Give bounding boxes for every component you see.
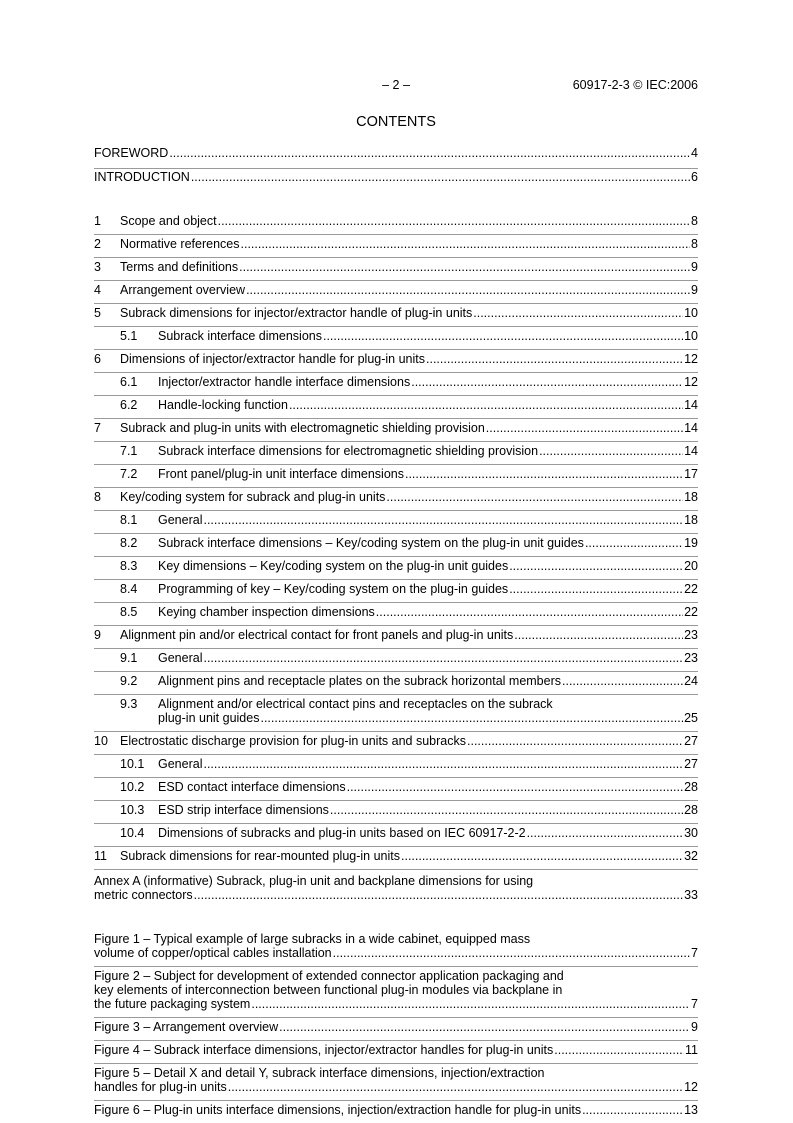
toc-entry-clause[interactable] (94, 281, 698, 304)
toc-entry-page: 7 (691, 946, 698, 960)
toc-entry-subclause[interactable] (94, 580, 698, 603)
dot-leader (514, 628, 683, 642)
toc-entry-clause[interactable] (94, 488, 698, 511)
toc-entry-figure[interactable] (94, 1041, 698, 1064)
document-identifier: 60917-2-3 © IEC:2006 (572, 78, 698, 92)
dot-leader (554, 1043, 684, 1057)
toc-entry-clause[interactable] (94, 235, 698, 258)
toc-entry-number: 1 (94, 214, 101, 228)
toc-entry-page: 33 (684, 888, 698, 902)
toc-entry-page: 12 (684, 352, 698, 366)
toc-entry-page: 19 (684, 536, 698, 550)
toc-entry-clause[interactable] (94, 626, 698, 649)
dot-leader (405, 467, 683, 481)
toc-entry-number: 7 (94, 421, 101, 435)
toc-entry-title: Subrack dimensions for injector/extractor handle of plug-in units (120, 306, 473, 320)
toc-entry-page: 10 (684, 329, 698, 343)
toc-entry-number: 10.2 (120, 780, 145, 794)
toc-entry-number: 8.2 (120, 536, 138, 550)
toc-entry-number: 3 (94, 260, 101, 274)
toc-entry-page: 25 (684, 711, 698, 725)
toc-entry-subclause[interactable] (94, 801, 698, 824)
toc-entry-number: 8 (94, 490, 101, 504)
toc-entry-page: 32 (684, 849, 698, 863)
dot-leader (585, 536, 683, 550)
toc-entry-page: 24 (684, 674, 698, 688)
toc-entry-subclause[interactable] (94, 778, 698, 801)
toc-entry-foreword[interactable] (94, 145, 698, 169)
dot-leader (401, 849, 683, 863)
dot-leader (486, 421, 683, 435)
toc-entry-page: 18 (684, 513, 698, 527)
toc-entry-figure[interactable] (94, 967, 698, 1018)
page-header (94, 78, 698, 94)
toc-entry-title: Normative references (120, 237, 240, 251)
toc-entry-clause[interactable] (94, 258, 698, 281)
toc-entry-subclause[interactable] (94, 649, 698, 672)
toc-entry-page: 23 (684, 628, 698, 642)
toc-entry-page: 22 (684, 582, 698, 596)
dot-leader (279, 1020, 690, 1034)
toc-entry-clause[interactable] (94, 350, 698, 373)
dot-leader (239, 260, 690, 274)
toc-entry-page: 27 (684, 734, 698, 748)
toc-entry-title-line: Figure 5 – Detail X and detail Y, subrack interface dimensions, injection/extraction (94, 1066, 545, 1080)
toc-entry-figure[interactable] (94, 930, 698, 967)
dot-leader (582, 1103, 683, 1117)
dot-leader (333, 946, 690, 960)
toc-entry-number: 7.2 (120, 467, 138, 481)
toc-entry-number: 5 (94, 306, 101, 320)
toc-entry-title: Terms and definitions (120, 260, 239, 274)
page-number: – 2 – (382, 78, 410, 92)
toc-entry-figure[interactable] (94, 1101, 698, 1123)
toc-entry-number: 9.1 (120, 651, 138, 665)
toc-entry-page: 4 (691, 146, 698, 160)
toc-entry-title-line: Figure 1 – Typical example of large subracks in a wide cabinet, equipped mass (94, 932, 531, 946)
toc-entry-title: Programming of key – Key/coding system on the plug-in guides (158, 582, 509, 596)
toc-entry-title: Subrack interface dimensions (158, 329, 322, 343)
toc-entry-title: Subrack and plug-in units with electromagnetic shielding provision (120, 421, 485, 435)
dot-leader (323, 329, 683, 343)
dot-leader (527, 826, 684, 840)
table-of-contents (94, 145, 698, 1123)
toc-entry-introduction[interactable] (94, 169, 698, 192)
toc-entry-clause[interactable] (94, 732, 698, 755)
dot-leader (347, 780, 684, 794)
toc-entry-title: Subrack interface dimensions – Key/coding system on the plug-in unit guides (158, 536, 584, 550)
dot-leader (562, 674, 683, 688)
dot-leader (376, 605, 683, 619)
toc-entry-page: 9 (691, 260, 698, 274)
toc-entry-page: 18 (684, 490, 698, 504)
dot-leader (169, 146, 690, 160)
dot-leader (467, 734, 683, 748)
dot-leader (473, 306, 683, 320)
toc-entry-figure[interactable] (94, 1064, 698, 1101)
toc-entry-figure[interactable] (94, 1018, 698, 1041)
toc-entry-page: 17 (684, 467, 698, 481)
toc-entry-clause[interactable] (94, 304, 698, 327)
toc-entry-page: 14 (684, 421, 698, 435)
dot-leader (241, 237, 691, 251)
dot-leader (251, 997, 690, 1011)
toc-entry-title: Alignment pin and/or electrical contact for front panels and plug-in units (120, 628, 514, 642)
toc-entry-title: Subrack dimensions for rear-mounted plug-in units (120, 849, 400, 863)
toc-entry-title: Dimensions of injector/extractor handle for plug-in units (120, 352, 426, 366)
toc-entry-number: 7.1 (120, 444, 138, 458)
toc-entry-title-line: Figure 2 – Subject for development of extended connector application packaging and (94, 969, 564, 983)
toc-entry-title: FOREWORD (94, 146, 169, 160)
dot-leader (426, 352, 683, 366)
toc-entry-title: Alignment pins and receptacle plates on the subrack horizontal members (158, 674, 561, 688)
toc-entry-subclause[interactable] (94, 672, 698, 695)
toc-entry-page: 7 (691, 997, 698, 1011)
toc-entry-title: Electrostatic discharge provision for plug-in units and subracks (120, 734, 467, 748)
toc-entry-title-line: volume of copper/optical cables installation (94, 946, 332, 960)
toc-entry-page: 9 (691, 283, 698, 297)
toc-entry-page: 12 (684, 375, 698, 389)
toc-entry-subclause[interactable] (94, 442, 698, 465)
toc-entry-page: 14 (684, 444, 698, 458)
toc-entry-number: 4 (94, 283, 101, 297)
toc-entry-number: 2 (94, 237, 101, 251)
toc-entry-number: 10 (94, 734, 108, 748)
toc-entry-subclause[interactable] (94, 373, 698, 396)
toc-entry-page: 14 (684, 398, 698, 412)
toc-entry-clause[interactable] (94, 847, 698, 870)
toc-entry-number: 6.2 (120, 398, 138, 412)
toc-entry-title: Figure 6 – Plug-in units interface dimensions, injection/extraction handle for plug-in units (94, 1103, 582, 1117)
toc-entry-number: 8.5 (120, 605, 138, 619)
dot-leader (289, 398, 683, 412)
toc-entry-subclause[interactable] (94, 824, 698, 847)
toc-entry-title: General (158, 513, 203, 527)
toc-entry-title: Key dimensions – Key/coding system on the plug-in unit guides (158, 559, 509, 573)
dot-leader (509, 582, 683, 596)
toc-entry-subclause[interactable] (94, 534, 698, 557)
toc-entry-title-line: handles for plug-in units (94, 1080, 227, 1094)
toc-entry-page: 23 (684, 651, 698, 665)
toc-entry-title: Keying chamber inspection dimensions (158, 605, 375, 619)
toc-entry-clause[interactable] (94, 419, 698, 442)
toc-entry-page: 30 (684, 826, 698, 840)
dot-leader (218, 214, 690, 228)
toc-entry-number: 5.1 (120, 329, 138, 343)
toc-entry-page: 22 (684, 605, 698, 619)
toc-entry-title: Injector/extractor handle interface dimensions (158, 375, 411, 389)
dot-leader (228, 1080, 683, 1094)
dot-leader (330, 803, 683, 817)
toc-entry-subclause[interactable] (94, 755, 698, 778)
toc-entry-number: 6.1 (120, 375, 138, 389)
toc-entry-title: Subrack interface dimensions for electromagnetic shielding provision (158, 444, 539, 458)
dot-leader (203, 513, 683, 527)
toc-entry-title: Handle-locking function (158, 398, 288, 412)
toc-entry-title-line: key elements of interconnection between functional plug-in modules via backplane in (94, 983, 563, 997)
toc-entry-number: 11 (94, 849, 107, 863)
toc-entry-page: 6 (691, 170, 698, 184)
toc-entry-title-line: Annex A (informative) Subrack, plug-in unit and backplane dimensions for using (94, 874, 534, 888)
toc-entry-title: Figure 4 – Subrack interface dimensions, injector/extractor handles for plug-in units (94, 1043, 554, 1057)
toc-entry-page: 10 (684, 306, 698, 320)
toc-entry-subclause[interactable] (94, 396, 698, 419)
toc-entry-title: Scope and object (120, 214, 217, 228)
toc-entry-title-line: plug-in unit guides (158, 711, 260, 725)
toc-entry-title-line: the future packaging system (94, 997, 251, 1011)
toc-entry-title: Figure 3 – Arrangement overview (94, 1020, 279, 1034)
toc-entry-number: 10.3 (120, 803, 145, 817)
dot-leader (509, 559, 683, 573)
toc-entry-title: ESD contact interface dimensions (158, 780, 346, 794)
toc-entry-page: 9 (691, 1020, 698, 1034)
toc-entry-number: 9.2 (120, 674, 138, 688)
toc-entry-number: 8.1 (120, 513, 138, 527)
dot-leader (539, 444, 683, 458)
toc-entry-subclause[interactable] (94, 465, 698, 488)
toc-entry-page: 20 (684, 559, 698, 573)
toc-entry-number: 9 (94, 628, 101, 642)
toc-entry-number: 6 (94, 352, 101, 366)
toc-entry-title: ESD strip interface dimensions (158, 803, 329, 817)
dot-leader (203, 651, 683, 665)
toc-entry-title: Dimensions of subracks and plug-in units based on IEC 60917-2-2 (158, 826, 526, 840)
dot-leader (411, 375, 683, 389)
toc-entry-number: 9.3 (120, 697, 138, 711)
toc-entry-number: 10.1 (120, 757, 145, 771)
toc-entry-title-line: Alignment and/or electrical contact pins and receptacles on the subrack (158, 697, 553, 711)
toc-entry-page: 12 (684, 1080, 698, 1094)
toc-entry-clause[interactable] (94, 212, 698, 235)
toc-entry-subclause[interactable] (94, 695, 698, 732)
toc-entry-subclause[interactable] (94, 557, 698, 580)
toc-entry-annex[interactable] (94, 870, 698, 908)
dot-leader (260, 711, 683, 725)
toc-entry-page: 13 (684, 1103, 698, 1117)
toc-entry-title: Front panel/plug-in unit interface dimensions (158, 467, 404, 481)
toc-entry-subclause[interactable] (94, 603, 698, 626)
toc-entry-title: General (158, 651, 203, 665)
toc-entry-page: 28 (684, 780, 698, 794)
toc-entry-page: 8 (691, 237, 698, 251)
toc-entry-number: 8.3 (120, 559, 138, 573)
toc-entry-page: 28 (684, 803, 698, 817)
toc-entry-subclause[interactable] (94, 511, 698, 534)
toc-entry-page: 8 (691, 214, 698, 228)
toc-entry-title-line: metric connectors (94, 888, 193, 902)
dot-leader (191, 170, 690, 184)
dot-leader (246, 283, 690, 297)
toc-entry-title: General (158, 757, 203, 771)
toc-entry-number: 10.4 (120, 826, 145, 840)
dot-leader (386, 490, 683, 504)
toc-entry-page: 27 (684, 757, 698, 771)
toc-entry-page: 11 (685, 1043, 698, 1057)
toc-entry-title: Arrangement overview (120, 283, 246, 297)
toc-entry-title: Key/coding system for subrack and plug-in units (120, 490, 386, 504)
toc-entry-title: INTRODUCTION (94, 170, 190, 184)
dot-leader (203, 757, 683, 771)
toc-entry-number: 8.4 (120, 582, 138, 596)
toc-entry-subclause[interactable] (94, 327, 698, 350)
contents-title: CONTENTS (356, 114, 436, 130)
dot-leader (194, 888, 683, 902)
